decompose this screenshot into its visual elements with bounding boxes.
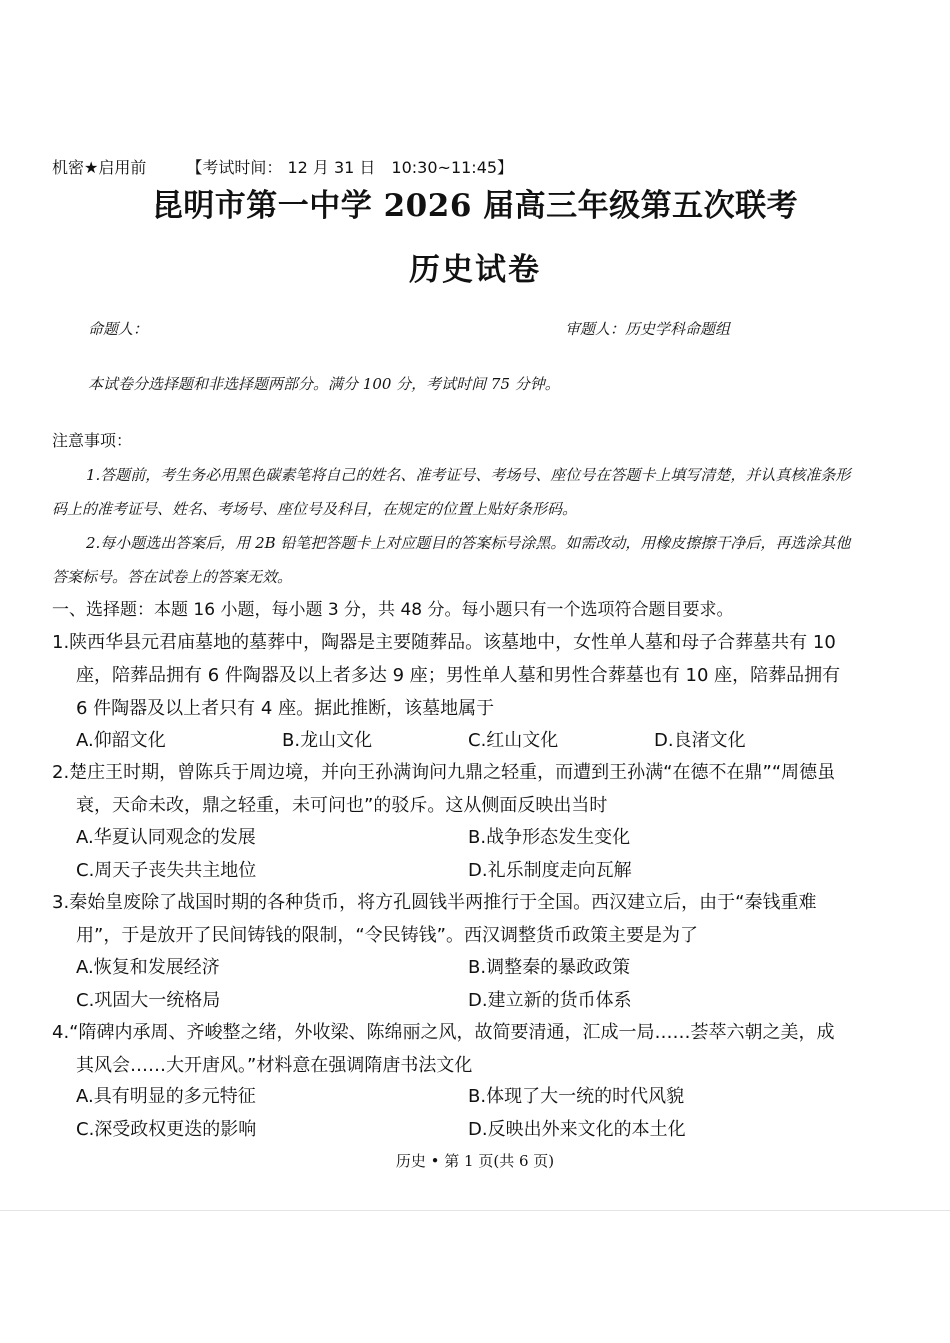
option-d: D.反映出外来文化的本土化 xyxy=(468,1119,686,1140)
option-a: A.恢复和发展经济 xyxy=(76,957,220,978)
question-reviewer: 审题人：历史学科命题组 xyxy=(565,320,731,338)
question-stem: 1.陕西华县元君庙墓地的墓葬中，陶器是主要随葬品。该墓地中，女性单人墓和母子合葬墓共有 10 座，陪葬品拥有 6 件陶器及以上者多达 9 座；男性单人墓和男性合葬墓也有 10 座，陪葬品拥有 6 件陶器及以上者只有 4 座。据此推断，该墓地属于 xyxy=(52,632,841,719)
option-a: A.具有明显的多元特征 xyxy=(76,1086,256,1107)
confidential-label: 机密★启用前 xyxy=(52,158,147,177)
notice-heading: 注意事项： xyxy=(52,431,133,450)
option-b: B.龙山文化 xyxy=(282,730,373,751)
option-d: D.良渚文化 xyxy=(654,730,746,751)
option-b: B.调整秦的暴政政策 xyxy=(468,957,631,978)
option-c: C.巩固大一统格局 xyxy=(76,990,221,1011)
option-c: C.红山文化 xyxy=(468,730,559,751)
exam-subtitle: 历史试卷 xyxy=(409,252,541,288)
option-b: B.战争形态发生变化 xyxy=(468,827,631,848)
notice-item: 2.每小题选出答案后，用 2B 铅笔把答题卡上对应题目的答案标号涂黑。如需改动，用橡皮擦擦干净后，再选涂其他答案标号。答在试卷上的答案无效。 xyxy=(52,534,851,586)
option-c: C.周天子丧失共主地位 xyxy=(76,860,257,881)
question-stem: 2.楚庄王时期，曾陈兵于周边境，并向王孙满询问九鼎之轻重，而遭到王孙满“在德不在鼎”“周德虽衰，天命未改，鼎之轻重，未可问也”的驳斥。这从侧面反映出当时 xyxy=(52,762,836,816)
exam-header xyxy=(52,155,513,178)
section-heading: 一、选择题：本题 16 小题，每小题 3 分，共 48 分。每小题只有一个选项符合题目要求。 xyxy=(52,600,734,620)
option-d: D.礼乐制度走向瓦解 xyxy=(468,860,632,881)
page-bottom-divider xyxy=(0,1210,950,1211)
option-d: D.建立新的货币体系 xyxy=(468,990,632,1011)
exam-time: 【考试时间： 12 月 31 日 10:30~11:45】 xyxy=(186,158,514,177)
option-a: A.华夏认同观念的发展 xyxy=(76,827,256,848)
exam-intro: 本试卷分选择题和非选择题两部分。满分 100 分，考试时间 75 分钟。 xyxy=(88,375,560,393)
page-footer: 历史 • 第 1 页(共 6 页) xyxy=(395,1152,555,1170)
notice-item: 1.答题前，考生务必用黑色碳素笔将自己的姓名、准考证号、考场号、座位号在答题卡上填写清楚，并认真核准条形码上的准考证号、姓名、考场号、座位号及科目，在规定的位置上贴好条形码。 xyxy=(52,466,851,518)
question-setter: 命题人： xyxy=(88,320,149,338)
question-stem: 4.“隋碑内承周、齐峻整之绪，外收梁、陈绵丽之风，故简要清通，汇成一局……荟萃六朝之美，成其风会……大开唐风。”材料意在强调隋唐书法文化 xyxy=(52,1022,835,1076)
exam-title: 昆明市第一中学 2026 届高三年级第五次联考 xyxy=(151,188,799,224)
option-a: A.仰韶文化 xyxy=(76,730,166,751)
option-b: B.体现了大一统的时代风貌 xyxy=(468,1086,685,1107)
option-c: C.深受政权更迭的影响 xyxy=(76,1119,257,1140)
question-stem: 3.秦始皇废除了战国时期的各种货币，将方孔圆钱半两推行于全国。西汉建立后，由于“秦钱重难用”，于是放开了民间铸钱的限制，“令民铸钱”。西汉调整货币政策主要是为了 xyxy=(52,892,817,946)
